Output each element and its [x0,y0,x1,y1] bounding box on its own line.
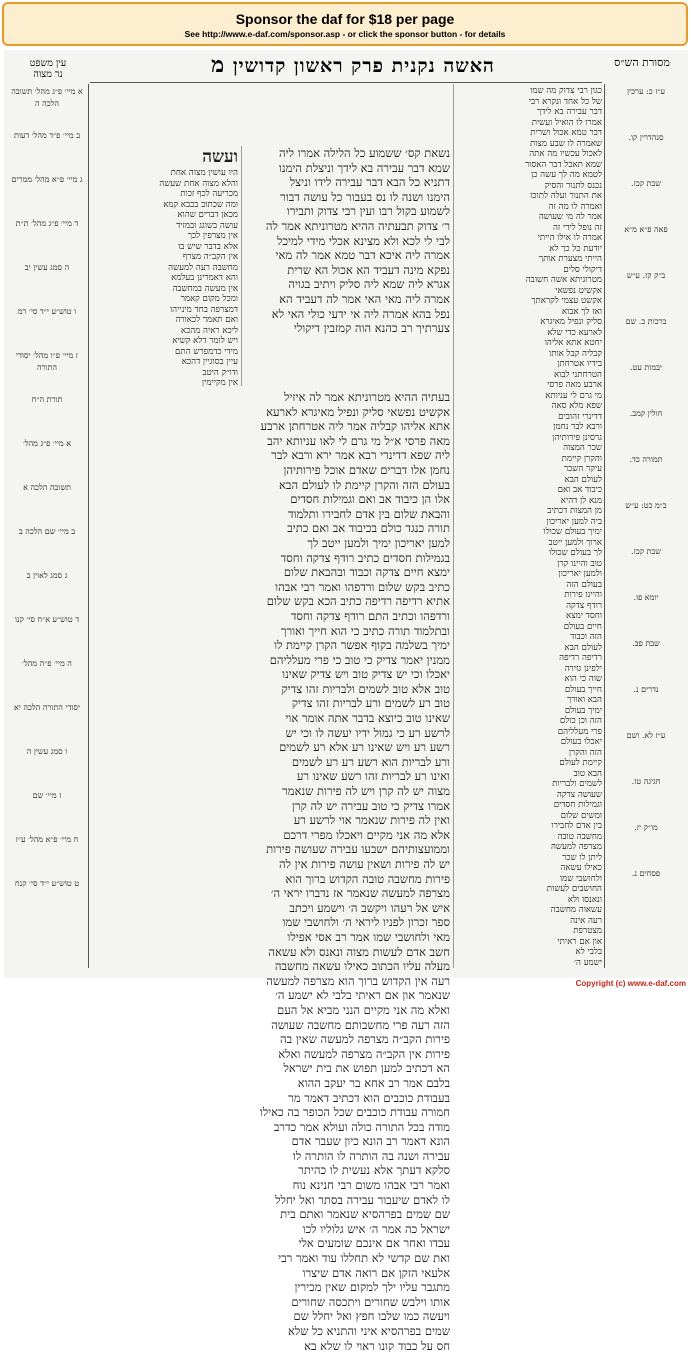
gemara-line: ובתלמוד תורה כתיב כי הוא חייך ואורך [280,623,450,638]
rashi-line: והקרן קיימת [561,453,602,464]
rashi-line: הטרחתני לבוא [554,369,602,380]
tosafot-line: מידי כדמפרש התם [175,346,238,357]
rashi-line: און אם ראיתי [557,936,602,947]
mesoret-hashas-column [606,86,686,966]
gemara-line: אלו הן כיבוד אב ואם וגמילות חסדים [290,492,450,507]
rashi-line: אמרה לו אילו הייתי [537,233,602,243]
folio-number: מ [211,52,226,78]
tosafot-line: אין מעשה במחשבה [172,283,238,294]
gemara-line: תורה כנגד כולם בכיבוד אב ואם כתיב [287,521,450,536]
copyright-footer: Copyright (c) www.e-daf.com [575,979,686,988]
rashi-line: לך בעולם שכולו [549,548,602,558]
gemara-line: רעה אין הקדוש ברוך הוא מצרפה למעשה [266,973,450,988]
rashi-line: ישמע ה׳ [574,957,602,968]
gemara-line: אותו וילבש שחורים ויתכסה שחורים [291,1294,450,1309]
column-divider-right [604,84,605,968]
gemara-line: שם שמים בפרהסיא שנאמר ואתם בית [280,1207,450,1222]
rashi-line: סליק ונפיל מאיגרא [540,317,602,327]
gemara-line: עבדו ואחר אם אינכם שומעים אלי [298,1236,450,1251]
gemara-line: וממועצותיהם ישבעו עבירה שעושה פירות [266,842,450,857]
gemara-top-column [244,146,450,386]
rashi-line: אמרו לו הואיל ועשית [531,117,602,128]
gemara-line: יאכלו וכי יש צדיק טוב ויש צדיק שאינו [282,667,450,682]
ein-mishpat-reference: ב מיי׳ פ״ד מהל׳ דעות [13,131,81,140]
rashi-line: הבא טוב [573,768,602,779]
mesoret-reference: סנהדרין קו. [628,133,664,142]
gemara-line: בעבודת כוכבים הוא דכתיב דאמר מר [288,1090,450,1105]
mesoret-reference: יבמות עט. [629,363,663,372]
rashi-line: הזה וכבוד [570,632,602,642]
rashi-line: דדינרי זהובים [558,411,602,422]
mesoret-reference: פאה פ״א מ״א [624,225,668,234]
rashi-line: זה נופל לידי זה [552,222,602,233]
gemara-line: שנאמר און אם ראיתי בלבי לא ישמע ה׳ [275,988,450,1003]
mesoret-reference: ברכות כ. שם [625,317,667,326]
ein-mishpat-column [8,86,86,966]
ein-mishpat-reference: ז מיי׳ פ״ו מהל׳ יסודי התורה [15,351,79,372]
gemara-line: לשמוע בקול רבו ועין רבי צדוק ותבירו [286,204,450,219]
rashi-line: שכר המצוה [563,443,602,453]
gemara-line: דתניא כל הבא דבר עבירה לידו וניצל [289,175,450,190]
tosafot-line: אין הקב״ה מצרף [182,252,238,262]
rashi-line: וגמילות חסדים [553,800,602,810]
rashi-line: בידיו אטרחתן [557,359,602,369]
rashi-line: רעה אינה [570,915,602,926]
tosafot-line: ואם תאמר לכאורה [175,315,238,325]
rashi-line: ונאנסו ולא [567,894,602,905]
rashi-line: יודעת כל כך לא [549,243,602,254]
mesoret-reference: תמורה כד. [629,455,663,464]
ein-mishpat-reference: ד טוש״ע א״ח סי׳ קנו [14,615,80,624]
gemara-line: ואמר רבי אבהו משום רבי חנינא נוח [292,1178,450,1193]
rashi-line: ארבע מאה פרסי [547,380,602,390]
rashi-line: שפא מלא סאה [551,401,602,411]
mesoret-reference: פסחים נ. [631,869,661,878]
ein-mishpat-reference: ו סמג עשין ה [26,747,68,756]
gemara-line: הונא דאמר רב הונא כיון שעבר אדם [291,1134,450,1149]
gemara-line: למען יאריכון ימיך ולמען ייטב לך [307,535,450,550]
rashi-line: שעושה צדקה [556,789,602,800]
gemara-line: מצרפה למעשה שנאמר אז נדברו יראי ה׳ [270,886,450,901]
gemara-line: בלבם אמר רב אחא בר יעקב ההוא [297,1075,450,1090]
ein-mishpat-reference: א מיי׳ פ״ג מהל׳ תשובה הלכה ה [11,87,83,108]
rashi-line: ליתן לו שכר [562,852,602,863]
gemara-line: רשע רע ויש שאינו רע אלא רע לשמים [279,740,450,755]
rashi-line: אמר לה מי שעושה [538,212,602,222]
rashi-line: כגון רבי צדוק מה שמו [530,86,602,96]
header-underline [90,82,602,83]
rashi-line: דבר עבירה בא לידך [536,107,602,117]
gemara-line: מאה פרסי א״ל מי גרם לי לאו עניותא יהב [267,433,450,448]
gemara-line: בעולם הזה והקרן קיימת לו לעולם הבא [279,477,450,492]
column-divider-rashi [453,84,454,968]
rashi-line: דבר טמא אכול ושרית [530,128,602,138]
rashi-line: החושבים לעשות [546,884,602,894]
tosafot-line: מחשבה רעה למעשה [168,262,238,273]
gemara-line: ר׳ צדוק תבעתיה ההיא מטרוניתא אמר לה [265,218,450,233]
rashi-line: פרי מעלליהם [557,726,602,737]
rashi-line: רודף צדקה [566,600,602,611]
gemara-line: חשב אדם לעשות מצוה ונאנס ולא עשאה [268,944,450,959]
tosafot-line: והא דאמרינן בעלמא [171,273,238,283]
gemara-line: ואינו רע לבריות זהו רשע שאינו רע [296,769,450,784]
mesoret-reference: ע״ז כ: ערכין [627,87,665,96]
mesoret-reference: ב״מ כט: ע״ש [625,501,667,510]
gemara-line: מעלה עליו הכתוב כאילו עשאה מחשבה [274,959,450,974]
tosafot-line: ודו״ק היטב [202,367,238,378]
ein-mishpat-reference: תשובה הלכה א [23,483,71,492]
rashi-line: מי גרם לי עניותא [545,390,602,401]
gemara-line: יש לה פירות ושאין עושה פירות אין לה [278,857,450,871]
rashi-line: שוה כי הוא [564,674,602,684]
gemara-line: לבי לי לכא ולא מצינא אכלי מידי למיכל [276,233,450,248]
rashi-line: קבליה קבל אותו [549,348,602,359]
rashi-line: יחטא אתא אליהו [544,338,602,348]
rashi-line: את התנור ועלה לתוכו [530,191,602,201]
rashi-line: אקשט עצמי לקראתך [531,296,602,306]
ein-mishpat-reference: א מיי׳ פ״ג מהל׳ [22,439,72,448]
ein-mishpat-reference: יסודי התורה הלכה יא [13,703,81,712]
gemara-line: אמרו צדיק כי טוב עבירה יש לה קרן [292,798,450,813]
gemara-line: טוב רע לשמים ורע לבריות זהו צדיק [291,696,450,711]
gemara-line: פירות אין הקב״ה מצרפה למעשה ואלא [278,1046,450,1061]
gemara-line: אתיא רדיפה רדיפה כתיב הכא בקש שלום [266,594,450,609]
ein-mishpat-reference: ד מיי׳ פ״ג מהל׳ ת״ת [15,219,79,228]
gemara-line: מודה בכל התורה כולה ועולא אמר כדרב [273,1119,450,1134]
gemara-line: חס על כבוד קונו ראוי לו שלא בא [304,1338,450,1353]
rashi-line: מטרוניתא אשה חשובה [525,275,602,285]
mesoret-reference: שבת קכז. [631,179,661,188]
rashi-line: בעולם הזה [566,579,602,590]
tosafot-line: היו עושין מצוה אחת [170,168,238,178]
tosafot-line: עושה בשוגג ובמזיד [176,220,238,231]
gemara-line: צערתיך רב כהנא הוה קמזבין דיקולי [293,321,450,336]
rashi-line: לאכול עכשיו מה אתה [529,149,602,159]
tosafot-line: ומה שכתוב בכבא קמא [163,199,238,210]
rashi-line: הזה וכן כולם [559,716,602,726]
ein-mishpat-reference: ג מיי׳ פ״א מהל׳ ממרים [11,175,83,184]
gemara-line: אמרה ליה מאי האי אמר לה דעביד הא [279,291,450,306]
rashi-line: ורבא לבר נחמן [553,422,602,432]
rashi-line: הייתי מצערת אותך [538,254,602,264]
gemara-line: פירות הקב״ה מצרפה למעשה שאין בה [280,1032,450,1047]
sponsor-banner[interactable] [2,2,688,46]
rashi-line: טוב והיינו קרן [557,558,602,569]
mesoret-reference: מו״ק יז. [634,823,658,832]
rashi-line: ולחושבי שמו [559,873,602,884]
mesoret-reference: חגיגה טז. [631,777,661,786]
gemara-line: ימיך בשלמה בקוף אפשר הקרן קיימת לו [274,638,450,653]
tosafot-line: מכריעה לכף זכות [180,189,238,199]
sponsor-banner-subtitle[interactable]: See http://www.e-daf.com/sponsor.asp - or click the sponsor button - for details [184,29,506,39]
gemara-line: בגמילות חסדים כתיב רודף צדקה וחסד [280,550,450,565]
rashi-line: נכנס לתנור והסיק [544,180,602,191]
ein-mishpat-reference: ב מיי׳ שם הלכה ב [18,527,76,536]
rashi-line: ומשים שלום [560,810,602,821]
ein-mishpat-reference: ה מיי׳ פ״ה מהל׳ [22,659,72,668]
rashi-line: מחשבה טובה [557,831,602,842]
gemara-line: לרשע רע כי גמול ידיו יעשה לו וכי יש [285,725,450,740]
rashi-line: שמא תאכל דבר האסור [524,159,602,170]
gemara-line: לו לאדם שיעבור עבירה בסתר ואל יחלל [275,1192,450,1207]
tosafot-line: ומכל מקום קאמר [180,294,238,304]
gemara-line: מתגבר עליו ילך למקום שאין מכירין [294,1280,450,1295]
rashi-line: עיקר השכר [563,464,602,474]
gemara-line: הא דכתיב למען תפוש את בית ישראל [283,1061,450,1076]
header-mesoret: מסורת הש״ס [614,56,670,69]
tosafot-heading: ועשה [202,147,238,167]
gemara-line: אתא אליהו קבליה אמר ליה אטרחתן ארבע [260,419,450,434]
gemara-line: מאי ולחושבי שמו אמר רב אסי אפילו [287,929,450,944]
gemara-line: עבירה ושנה בה הותרה לו הותרה לו [292,1148,450,1163]
gemara-line: נפקא מינה דעביד הא אכול הא שרית [287,262,450,277]
gemara-main-column [94,390,450,1353]
mesoret-reference: שבת קכז. [631,547,661,556]
rashi-line: מן המצות דכתיב [547,506,602,516]
header-ein-mishpat [10,58,86,80]
mesoret-reference: חולין קמב. [629,409,663,418]
rashi-line: חיים בעולם [563,621,602,632]
rashi-line: ימיך בעולם [564,705,602,716]
rashi-line: ימיך בעולם שכולו [543,527,602,537]
gemara-line: ימצא חיים צדקה וכבוד ובהבאת שלום [283,565,450,580]
rashi-line: הבא ואורך [567,695,602,705]
rashi-line: לשמים ולבריות [552,779,602,789]
tosafot-line: עיין בסוגיין דהכא [181,357,238,367]
rashi-line: יאכלו בעולם [560,737,602,747]
gemara-line: אקשיט נפשאי סליק ונפיל מאיגרא לארעא [266,404,450,419]
gemara-line: ליה שפא דדינרי רבא אמר ירא ורבא לבר [271,448,450,463]
tosafot-line: אלא בדבר שיש בו [178,241,238,252]
gemara-line: אגרא ליה שמא ליה סליק ויתיב בגויה [288,277,450,292]
gemara-line: חמורה עבודת כוכבים שכל הכופר בה כאילו [259,1105,450,1120]
rashi-line: הזה והקרן [568,747,602,758]
gemara-line: ויעשה כמו שלבו חפץ ואל יחלל שם [293,1309,450,1324]
gemara-line: ואת שם קדשי לא תחללו עוד ואמר רבי [278,1251,450,1266]
gemara-line: מצוה יש לה קרן ויש לה פירות שנאמר [282,784,450,799]
tosafot-line: והלא מצוה אחת שעשה [159,178,238,189]
tosafot-line: דמצרפה בחד מינייהו [169,304,238,315]
ein-mishpat-reference: ט טוש״ע י״ד סי׳ קנח [14,879,80,888]
rashi-line: מנא לן דהיא [560,495,602,506]
gemara-line: ספר זכרון לפניו ליראי ה׳ ולחושבי שמו [282,915,450,930]
ein-mishpat-reference: ח מיי׳ פ״א מהל׳ ע״ז [15,835,79,844]
tosafot-line: ויש לומר דלא קשיא [172,336,238,346]
gemara-line: פירות מחשבה טובה הקדוש ברוך הוא [285,871,450,886]
gemara-line: כתיב בקש שלום ורדפהו ואמר רבי אבהו [275,579,450,594]
rashi-line: ואמרה לו מה זה [548,201,602,212]
ein-mishpat-reference: ה סמג עשין יב [24,263,70,272]
rashi-line: אקשיט נפשאי [555,285,602,296]
mesoret-reference: ב״ק קז. ע״ש [626,271,666,280]
gemara-line: טוב אלא טוב לשמים ולבריות זהו צדיק [281,681,450,696]
rashi-line: וחסד ימצא [565,611,602,621]
gemara-line: אמרה ליה איכא דבר טמא אמר לה מאי [275,248,450,263]
rashi-line: לארעא כדי שלא [547,327,602,338]
mesoret-reference: יומא פו. [633,593,659,602]
rashi-line: ואז לך אבוא [561,306,602,317]
gemara-line: איש אל רעהו ויקשב ה׳ וישמע ויכתב [289,900,450,915]
rashi-line: לעולם הבא [564,474,602,485]
gemara-line: שמא דבר עבירה בא לידך וניצלת הימנו [278,160,450,175]
gemara-line: ממנין יאמר צדיק כי טוב כי פרי מעלליהם [269,652,450,667]
mesoret-reference: שבת פב. [632,639,660,648]
ein-mishpat-reference: ו טוש״ע י״ד סי׳ רמ [17,307,77,316]
column-divider-left [88,84,89,968]
rashi-line: לעולם הבא [564,642,602,653]
column-divider-tosafot [241,146,242,386]
rashi-line: ארוך ולמען ייטב [548,537,602,548]
header-ein-mishpat-line2: נר מצוה [33,69,63,80]
rashi-line: כיבוד אב ואם [557,485,602,495]
gemara-line: נפל בהא אמרה ליה אי ידעי כולי האי לא [271,306,450,321]
gemara-line: ואין לה פירות שנאמר אוי לרשע רע [293,813,450,828]
header-ein-mishpat-line1: עין משפט [29,58,67,69]
rashi-line: והיינו פירות [564,590,602,600]
rashi-line: ילפינן גזירה [564,663,602,674]
rashi-line: קיימת לעולם [559,758,602,768]
gemara-line: ישראל כה אמר ה׳ איש גלוליו לכו [302,1221,450,1236]
gemara-line: ורדפהו וכתיב התם רודף צדקה וחסד [290,608,450,623]
gemara-line: והבאת שלום בין אדם לחבירו ותלמוד [288,506,450,521]
page-title: האשה נקנית פרק ראשון קדושין [232,55,495,77]
rashi-line: חייך בעולם [564,684,602,695]
gemara-line: אלעאי הזקן אם רואה אדם שיצרו [302,1265,450,1280]
gemara-line: נחמן אלו דברים שאדם אוכל פירותיהן [283,462,450,477]
rashi-line: ולמען יאריכון [558,569,602,579]
gemara-line: סלקא דעתך אלא נעשית לו כהיתר [298,1163,450,1178]
gemara-line: ורע לבריות הוא רשע רע רע לשמים [291,754,450,769]
rashi-line: בלבי לא [575,947,602,957]
tosafot-column [90,146,238,386]
gemara-line: בעתיה ההיא מטרוניתא אמר לה איזיל [283,390,450,404]
gemara-line: אלא מה אני מקיים ויאכלו מפרי דרכם [283,827,450,842]
rashi-line: כאילו עשאה [560,863,602,873]
tosafot-line: מכאן דברים שהוא [177,210,238,220]
page-header [92,52,596,78]
gemara-line: נשאת קס׳ ששמוע כל הלילה אמרו ליה [279,146,450,160]
rashi-line: שאמרה לו שבע מצות [529,138,602,149]
rashi-line: רדיפה רדיפה [559,653,602,663]
tosafot-line: אין מצרפין לכך [187,231,238,241]
ein-mishpat-reference: ג סמג לאוין ב [26,571,68,580]
rashi-line: של כל אחד ונקרא רבי [528,96,602,107]
rashi-line: דיקולי סלים [563,264,602,275]
ein-mishpat-reference: ז מיי׳ שם [32,791,62,800]
gemara-line: הימנו ושנה לו נס בעבור כל עושה דבור [280,189,450,204]
rashi-line: עשאוה מחשבה [550,905,602,915]
tosafot-line: אין מקיימין [201,378,238,388]
gemara-line: שמים בפרהסיא איני והתניא כל שלא [287,1324,450,1338]
rashi-line: מצרפה למעשה [550,842,602,852]
rashi-line: לטמא מה לך עשה כן [531,170,602,180]
gemara-line: שאינו טוב כיוצא בדבר אתה אומר אוי [285,711,450,726]
gemara-line: הזה רעה פרי מחשבותם מחשבה שעושה [271,1017,450,1032]
mesoret-reference: ע״ז לא. ושם [626,731,666,740]
ein-mishpat-reference: תורת ה״ח [31,395,63,404]
rashi-column [456,86,602,966]
tosafot-line: ליכא ראיה מהכא [180,325,238,336]
rashi-line: ביה למען יאריכון [546,516,602,527]
sponsor-banner-title[interactable]: Sponsor the daf for $18 per page [235,11,455,27]
rashi-line: בין אדם לחבירו [551,821,602,831]
mesoret-reference: נדרים נ. [633,685,659,694]
rashi-line: מצטרפת [573,926,602,936]
gemara-line: ואלא מה אני מקיים הנני מביא אל העם [277,1002,450,1017]
rashi-line: גרסינן פירותיהן [552,432,602,443]
